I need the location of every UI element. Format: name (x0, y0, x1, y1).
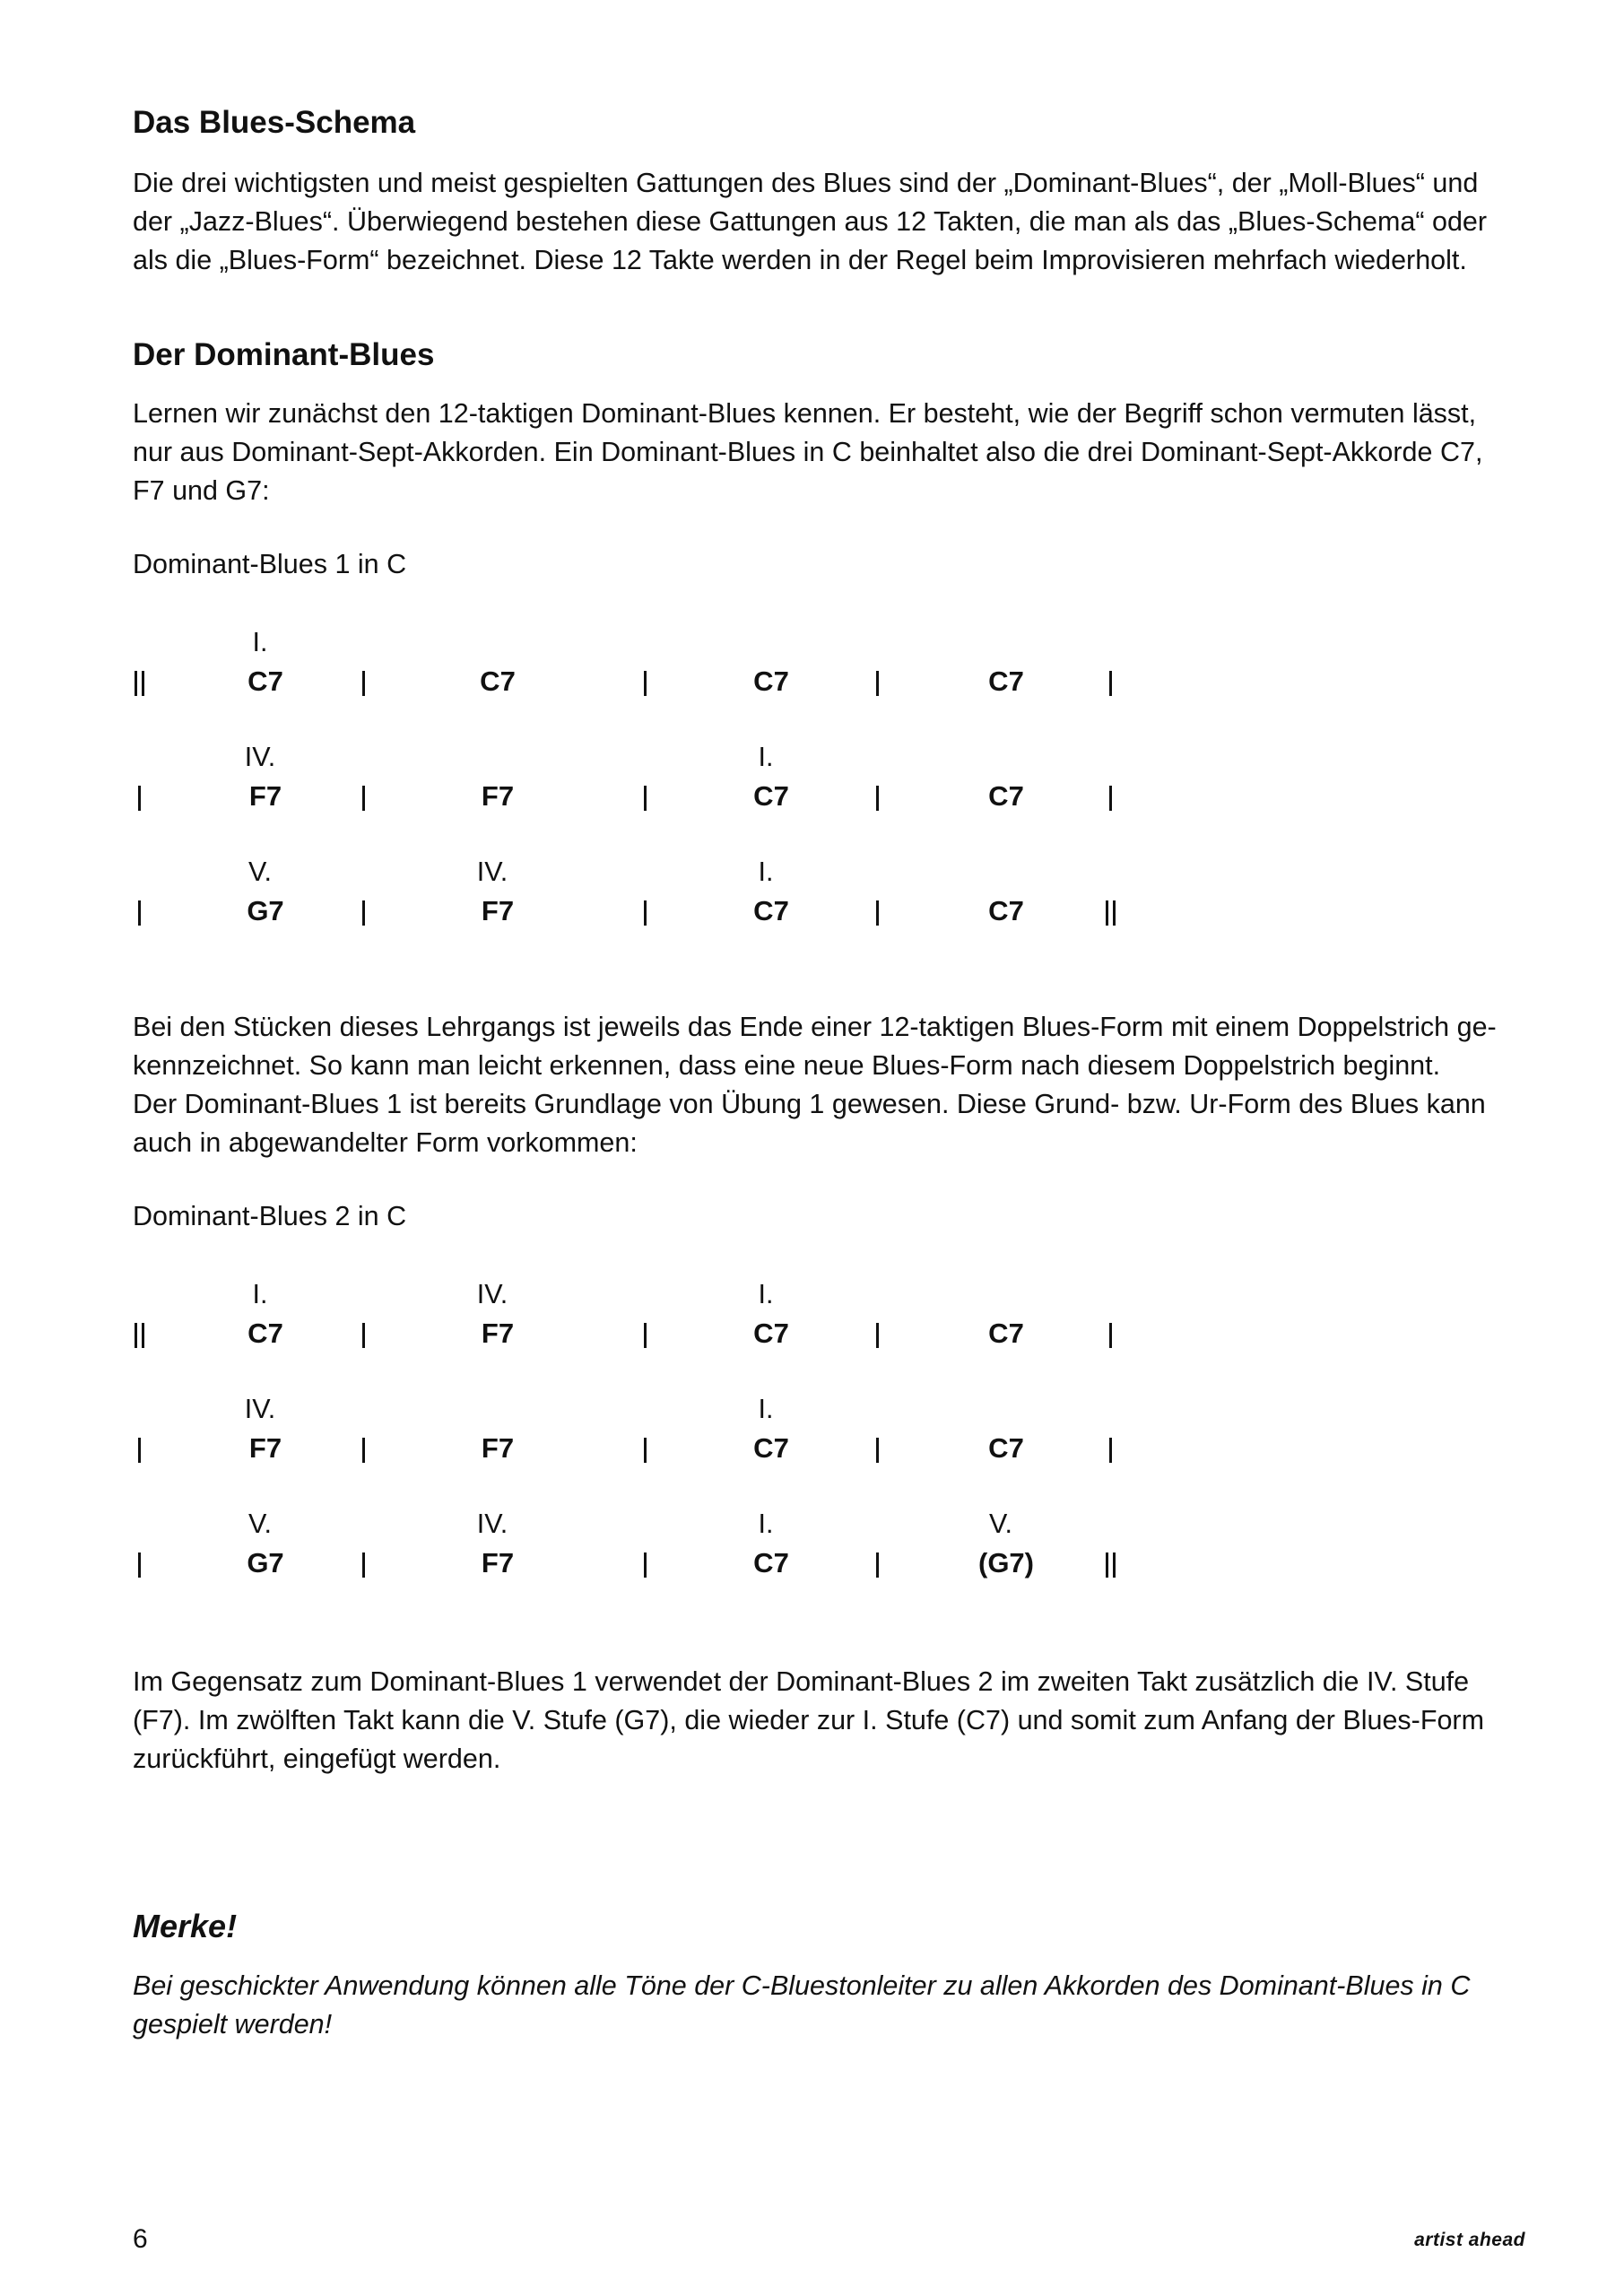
barline (644, 1552, 647, 1578)
degree-label: I. (758, 1279, 774, 1309)
barline (644, 900, 647, 926)
barline (876, 900, 879, 926)
barline (138, 1552, 141, 1578)
chart-label-blues-1: Dominant-Blues 1 in C (133, 549, 407, 579)
degree-label: IV. (476, 1279, 508, 1309)
barline (876, 1323, 879, 1348)
degree-label: I. (252, 627, 268, 657)
chord-symbol: C7 (753, 665, 789, 697)
barline (138, 900, 141, 926)
barline (362, 786, 365, 811)
text-line: Lernen wir zunächst den 12-taktigen Dominant-Blues kennen. Er besteht, wie der Begriff schon vermuten lässt, (133, 398, 1477, 429)
barline (644, 671, 647, 696)
section-heading-blues-schema: Das Blues-Schema (133, 105, 416, 140)
paragraph-dominant-blues (133, 395, 1532, 510)
chord-symbol: C7 (753, 780, 789, 812)
barline (362, 1323, 365, 1348)
degree-label: V. (988, 1509, 1013, 1539)
text-line: gespielt werden! (133, 2009, 333, 2039)
barline (138, 786, 141, 811)
chord-symbol: C7 (753, 895, 789, 926)
double-barline (1113, 1552, 1116, 1578)
barline (876, 671, 879, 696)
barline (138, 1438, 141, 1463)
degree-label: I. (252, 1279, 268, 1309)
chord-symbol: C7 (248, 1318, 283, 1349)
chord-symbol: C7 (248, 665, 283, 697)
chord-symbol: F7 (481, 895, 515, 926)
double-barline (135, 671, 137, 696)
text-line: Im Gegensatz zum Dominant-Blues 1 verwendet der Dominant-Blues 2 im zweiten Takt zusätzlich die IV. Stufe (133, 1666, 1470, 1697)
merke-heading: Merke! (133, 1908, 238, 1944)
chord-symbol: F7 (248, 1432, 282, 1464)
chord-symbol: G7 (247, 1547, 284, 1578)
text-line: Bei geschickter Anwendung können alle Töne der C-Bluestonleiter zu allen Akkorden des Dominant-Blues in C (133, 1970, 1471, 2001)
text-line: kennzeichnet. So kann man leicht erkennen, dass eine neue Blues-Form nach diesem Doppelstrich beginnt. (133, 1050, 1441, 1081)
text-line: Bei den Stücken dieses Lehrgangs ist jeweils das Ende einer 12-taktigen Blues-Form mit einem Doppelstrich ge- (133, 1012, 1497, 1042)
chord-symbol: F7 (481, 780, 515, 812)
barline (644, 1438, 647, 1463)
barline (1109, 671, 1112, 696)
barline (362, 1552, 365, 1578)
text-line: nur aus Dominant-Sept-Akkorden. Ein Dominant-Blues in C beinhaltet also die drei Dominant-Sept-Akkorde C7, (133, 437, 1483, 467)
double-barline (142, 1323, 144, 1348)
double-barline (1113, 900, 1116, 926)
chord-symbol: F7 (481, 1432, 515, 1464)
double-barline (1106, 1552, 1108, 1578)
chord-symbol: C7 (988, 1432, 1024, 1464)
degree-label: IV. (476, 857, 508, 887)
chord-symbol: C7 (753, 1432, 789, 1464)
chord-symbol: (G7) (978, 1547, 1034, 1578)
barline (876, 1552, 879, 1578)
degree-label: I. (758, 742, 774, 772)
chord-symbol: C7 (753, 1547, 789, 1578)
merke-text (133, 1967, 1470, 2044)
paragraph-doppelstrich (133, 1008, 1532, 1162)
chord-symbol: C7 (988, 895, 1024, 926)
barline (644, 786, 647, 811)
barline (876, 1438, 879, 1463)
text-line: F7 und G7: (133, 475, 270, 506)
brand-logo: artist ahead (1414, 2230, 1525, 2250)
barline (1109, 786, 1112, 811)
barline (362, 671, 365, 696)
text-line: Die drei wichtigsten und meist gespielten Gattungen des Blues sind der „Dominant-Blues“, der „Moll-Blues“ und (133, 168, 1479, 198)
degree-label: I. (758, 1394, 774, 1424)
chord-symbol: C7 (753, 1318, 789, 1349)
barline (362, 1438, 365, 1463)
barline (644, 1323, 647, 1348)
barline (1109, 1438, 1112, 1463)
chord-symbol: F7 (248, 780, 282, 812)
barline (876, 786, 879, 811)
text-line: der „Jazz-Blues“. Überwiegend bestehen diese Gattungen aus 12 Takten, die man als das „Blues-Schema“ oder (133, 206, 1488, 237)
text-line: zurückführt, eingefügt werden. (133, 1744, 501, 1774)
chord-symbol: G7 (247, 895, 284, 926)
degree-label: IV. (244, 1394, 276, 1424)
barline (362, 900, 365, 926)
text-line: (F7). Im zwölften Takt kann die V. Stufe (G7), die wieder zur I. Stufe (C7) und somit zum Anfang der Blues-Form (133, 1705, 1484, 1735)
degree-label: IV. (244, 742, 276, 772)
chord-symbol: F7 (481, 1318, 515, 1349)
degree-label: V. (248, 857, 273, 887)
barline (1109, 1323, 1112, 1348)
text-line: als die „Blues-Form“ bezeichnet. Diese 12 Takte werden in der Regel beim Improvisieren mehrfach wiederholt. (133, 245, 1467, 275)
chord-symbol: C7 (988, 780, 1024, 812)
double-barline (135, 1323, 137, 1348)
chart-label-blues-2: Dominant-Blues 2 in C (133, 1201, 407, 1231)
chord-symbol: C7 (480, 665, 516, 697)
degree-label: I. (758, 857, 774, 887)
paragraph-gegensatz (133, 1663, 1532, 1779)
paragraph-blues-schema (133, 164, 1532, 280)
degree-label: I. (758, 1509, 774, 1539)
chord-symbol: F7 (481, 1547, 515, 1578)
text-line: auch in abgewandelter Form vorkommen: (133, 1127, 638, 1158)
degree-label: IV. (476, 1509, 508, 1539)
section-heading-dominant-blues: Der Dominant-Blues (133, 337, 435, 372)
degree-label: V. (248, 1509, 273, 1539)
text-line: Der Dominant-Blues 1 ist bereits Grundlage von Übung 1 gewesen. Diese Grund- bzw. Ur-Form des Blues kann (133, 1089, 1486, 1119)
page-number: 6 (133, 2224, 148, 2254)
chord-symbol: C7 (988, 1318, 1024, 1349)
double-barline (142, 671, 144, 696)
double-barline (1106, 900, 1108, 926)
chord-symbol: C7 (988, 665, 1024, 697)
